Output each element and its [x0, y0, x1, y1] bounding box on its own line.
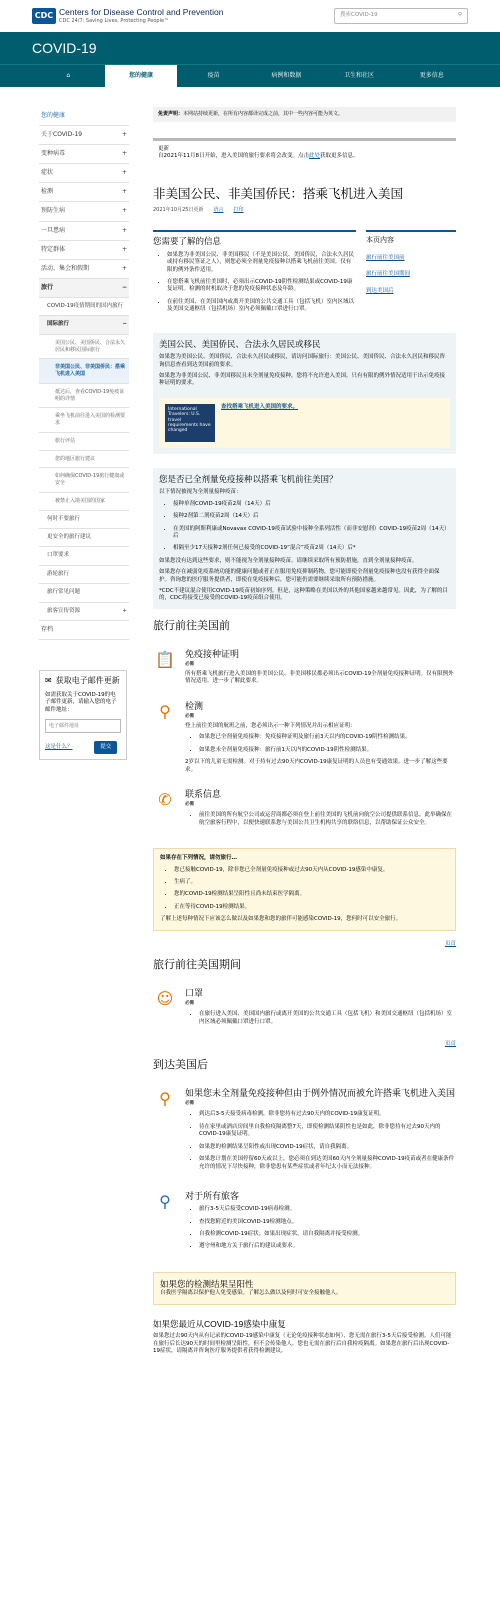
sidebar-item-label: 检测 [41, 188, 54, 196]
plus-icon: + [121, 150, 127, 158]
test-text2: 2岁以下的儿童无需检测。对于持有过去90天内COVID-19康复证明的人员也有受通效果。进一步了解这些要求。 [185, 759, 448, 773]
phone-icon: ✆ [158, 790, 172, 810]
test-text: 登上前往美国的航班之前，您必须出示一种下列情况并出示相应证明： [185, 723, 356, 729]
sidebar-sub2-item-current[interactable] [39, 359, 129, 384]
sidebar-item-label: 乘坐飞机前往进入美国的检测要求 [55, 413, 126, 427]
plus-icon: + [121, 188, 127, 196]
search-input[interactable] [334, 8, 468, 24]
sidebar-item-label: 抵达后，查看COVID-19免疫证明的详情 [55, 388, 125, 402]
required-label: 必需 [185, 1001, 194, 1007]
list-item: • 接种2剂第二剂疫苗2周（14天）后 [173, 513, 450, 520]
know-box [153, 230, 356, 318]
all-title: 对于所有旅客 [185, 1191, 240, 1201]
exception-block [153, 1087, 456, 1176]
vax-p2: 如果您存在减弱免疫系统功能的健康问题或者正在服用免疫抑制药物，您可能即使全剂量免疫接种也没有获得全面保护。咨询您的医疗服务提供者，即使在免疫接种后，您可能仍需要继续采取所有预防措施。 [159, 569, 440, 583]
sidebar-item-label: 旅行常见问题 [47, 589, 81, 596]
sidebar-sub2-item[interactable] [39, 451, 129, 469]
test-tube-icon: ⚲ [159, 1089, 171, 1109]
submit-button[interactable]: 提交 [94, 741, 117, 754]
toc-link[interactable]: 旅行前往美国前 [366, 254, 405, 261]
list-item: • 查找您附近的美国COVID-19检测地点。 [199, 1219, 456, 1226]
citizen-text: 如果您为美国公民、美国侨民、合法永久居民或移民，请访问国际旅行：美国公民、美国侨民、合法永久居民和移民咨询信息查看到达美国前的要求。 [159, 354, 446, 368]
back-to-top-link[interactable]: 页首 [444, 940, 456, 947]
promo-card[interactable] [159, 398, 450, 448]
print-link[interactable]: 打印 [233, 207, 244, 214]
toc-title: 本页内容 [366, 237, 394, 245]
citizen-text2: 如果您为非美国公民、非美国移民且未全剂量免疫接种，您将不允许进入美国。只有有限的例外情况适用于出示免疫接种证明的要求。 [159, 372, 446, 387]
search-placeholder: 搜索COVID-19 [340, 12, 378, 19]
disclaimer-text: 本网站持续更新，在所有内容都译完成之前，其中一些内容可能为英文。 [183, 111, 344, 117]
email-desc: 如需获取关于COVID-19的电子邮件更新，请输入您的电子邮件地址： [45, 691, 117, 713]
sidebar-item-label: 更安全的旅行建议 [47, 533, 92, 540]
list-item: • 自我检测COVID-19症状；如果出现症状，请自我隔离并接受检测。 [199, 1231, 456, 1238]
sidebar-sub-item-intl[interactable] [39, 316, 129, 334]
required-label: 必需 [185, 1101, 194, 1107]
vaccinated-box [153, 468, 456, 609]
list-item: • 接种单剂COVID-19疫苗2周（14天）后 [173, 501, 450, 508]
cdc-logo-mark: CDC [32, 8, 56, 24]
plus-icon: + [122, 607, 127, 614]
list-item: • 如果您为非美国公民、非美国移民（不是美国公民、美国侨民，合法永久居民或持有移民签证之人），则您必须全剂量免疫接种以搭乘飞机前往美国。仅有限的例外条件适用。 [167, 252, 356, 274]
mask-icon: ☺ [156, 989, 174, 1009]
mask-block [153, 987, 456, 1031]
contact-title: 联系信息 [185, 789, 222, 800]
sidebar-item-label: 非美国公民、非美国侨民：搭乘飞机进入美国 [55, 364, 126, 378]
sidebar-item-label: 美国公民、美国侨民、合法永久居民和移民国际旅行 [55, 339, 126, 353]
sidebar-item[interactable] [39, 260, 129, 279]
required-label: 必需 [185, 713, 194, 719]
sidebar-item-label: 活动、集会和假期 [41, 264, 90, 272]
sidebar-item-label: 游轮旅行 [47, 570, 70, 577]
plus-icon: + [121, 207, 127, 215]
sidebar-item-label: 国际旅行 [47, 321, 70, 328]
mask-title: 口罩 [185, 987, 204, 998]
test-block [153, 700, 456, 774]
section-before: 旅行前往美国前 [153, 619, 230, 632]
email-field[interactable] [45, 719, 121, 733]
do-not-travel-box [153, 848, 456, 931]
sidebar-home[interactable] [39, 107, 129, 126]
list-item: • 如果您已全剂量免疫接种：免疫接种证明及旅行前3天以内的COVID-19阴性检测结果。 [199, 734, 456, 741]
promo-image: International Travelers: U.S. travel requirements have changed [165, 404, 215, 442]
minus-icon: − [122, 321, 127, 328]
list-item: • 在您搭乘飞机前往美国时，必须出示COVID-19阴性检测结果或COVID-19康复证明。检测的时机取决于您的免疫接种状态及年龄。 [167, 279, 356, 294]
sidebar-item[interactable] [39, 202, 129, 221]
proof-block [153, 648, 456, 686]
sidebar-item-archive[interactable] [39, 621, 129, 640]
clipboard-check-icon: 📋 [155, 649, 175, 669]
know-title: 您需要了解的信息 [153, 236, 222, 247]
list-item: • 前往美国的所有航空公司或运营商都必须在登上前往美国的飞机前向航空公司提供联系信息。此举确保在航空旅客行程中，以便快速联系您与美国公共卫生机构共享的联络信息，以帮助保证公众安全。 [199, 812, 456, 827]
required-label: 必需 [185, 802, 194, 808]
disclaimer [153, 107, 456, 122]
sidebar-item-label: 何时不要旅行 [47, 515, 81, 522]
sidebar-sub2-item[interactable] [39, 433, 129, 451]
sidebar-item-label: 关于COVID-19 [41, 131, 83, 139]
sidebar-item-label: 预防生病 [41, 207, 66, 215]
search-icon[interactable]: ⚲ [457, 12, 462, 19]
sidebar-item-label: 旅客宣传资源 [47, 607, 81, 614]
sidebar [39, 107, 129, 640]
sidebar-item-label: 变种病毒 [41, 150, 66, 158]
minus-icon: − [121, 283, 127, 291]
page-title: 非美国公民、非美国侨民：搭乘飞机进入美国 [153, 186, 404, 201]
sidebar-sub-item[interactable] [39, 566, 129, 584]
vax-title: 您是否已全剂量免疫接种以搭乘飞机前往美国？ [159, 473, 338, 484]
sidebar-item-label: 被禁止入境美国的国家 [55, 497, 106, 504]
list-item: • 遵守州和地方关于旅行后的建议或要求。 [199, 1243, 456, 1250]
nav-item-health[interactable]: 您的健康 [105, 65, 178, 87]
sidebar-item[interactable] [39, 241, 129, 260]
list-item: • 在美国的阿斯利康或Novavax COVID-19疫苗试验中接种全系列活性（而非安慰剂）COVID-19疫苗2周（14天）后 [173, 526, 450, 541]
toc-link[interactable]: 到达美国后 [366, 287, 394, 294]
update-text [158, 153, 451, 160]
sidebar-sub2-item[interactable] [39, 468, 129, 493]
email-title: 获取电子邮件更新 [55, 676, 120, 685]
list-item: • 如果您计划在美国停留60天或以上，您必须在到达美国60天内全剂量接种COVID-19疫苗或者在健康条件允许的情况下尽快接种，除非您患有某些症状或者年纪太小而无法接种。 [199, 1156, 456, 1171]
plus-icon: + [121, 264, 127, 272]
logo-title: Centers for Disease Control and Prevention [59, 6, 224, 17]
sidebar-home-label: 您的健康 [41, 112, 66, 119]
nav-item-cases[interactable]: 病例和数据 [271, 71, 302, 79]
sidebar-sub2-item[interactable] [39, 408, 129, 433]
list-item: • 如果您未全剂量免疫接种：旅行前1天以内的COVID-19阴性检测结果。 [199, 747, 456, 754]
sidebar-item-label: 存档 [41, 626, 54, 634]
recovered-title: 如果您最近从COVID-19感染中康复 [153, 1318, 286, 1329]
update-link[interactable]: 此处 [309, 153, 321, 160]
sidebar-item-label: 症状 [41, 169, 54, 177]
sidebar-item-travel[interactable] [39, 279, 129, 298]
proof-content [185, 648, 456, 686]
update-notice [153, 138, 456, 166]
sidebar-item-label: 您的地区旅行建议 [55, 455, 96, 462]
language-menu[interactable]: 语言 [213, 207, 224, 214]
toc-link[interactable]: 旅行前往美国期间 [366, 271, 411, 278]
plus-icon: + [121, 131, 127, 139]
mask-content [185, 987, 456, 1031]
sidebar-item-label: 口罩要求 [47, 552, 70, 559]
envelope-icon: ✉ [45, 676, 52, 685]
contact-content [185, 788, 456, 832]
nav-item-community[interactable]: 卫生和社区 [344, 71, 375, 79]
list-item: • 正在等待COVID-19检测结果。 [174, 904, 449, 911]
ybox-tail: 了解上述每种情况下应该怎么做以及如果您和您的旅伴可能感染COVID-19，您何时可以安全旅行。 [160, 916, 402, 923]
logo-tagline: CDC 24/7: Saving Lives, Protecting People™ [59, 18, 170, 25]
list-item: • 在旅行进入美国、美国国内旅行或离开美国的公共交通工具（包括飞机）和美国交通枢纽（包括机场）室内区域必须佩戴口罩进行口罩。 [199, 1011, 456, 1026]
test-content [185, 700, 456, 774]
on-this-page [366, 230, 456, 318]
promo-link[interactable]: 查找搭乘飞机进入美国的要求。 [221, 403, 299, 410]
list-item: • 生病了。 [174, 879, 449, 886]
sidebar-item-label: 旅行评估 [55, 437, 76, 444]
sidebar-item[interactable] [39, 164, 129, 183]
covid-banner: COVID-19 [0, 32, 500, 64]
sidebar-item-label: COVID-19疫情期间的国内旅行 [47, 302, 124, 309]
sidebar-sub-item[interactable] [39, 547, 129, 565]
sidebar-sub-item[interactable] [39, 584, 129, 602]
list-item: • 您已接触COVID-19，除非您已全剂量免疫接种或过去90天内从COVID-19感染中康复。 [174, 867, 449, 874]
sidebar-item[interactable] [39, 126, 129, 145]
proof-title: 免疫接种证明 [185, 648, 240, 659]
required-label: 必需 [185, 661, 194, 667]
list-item: • 旅行3-5天后接受COVID-19病毒检测。 [199, 1206, 456, 1213]
sidebar-sub-item[interactable] [39, 529, 129, 547]
top-nav [0, 64, 500, 87]
sidebar-sub2-item[interactable] [39, 384, 129, 409]
nav-item-vaccine[interactable]: 疫苗 [207, 71, 220, 79]
nav-item-more[interactable]: 更多信息 [419, 71, 444, 79]
update-date: 2021年10月25日更新 [153, 207, 204, 214]
test-title: 检测 [185, 700, 204, 711]
exception-content [185, 1087, 456, 1176]
citizen-box [153, 333, 456, 454]
section-during: 旅行前往美国期间 [153, 959, 241, 972]
all-travelers-content [185, 1190, 456, 1256]
plus-icon: + [121, 245, 127, 253]
list-item: • 如果您的检测结果呈阳性或出现COVID-19症状，请自我隔离。 [199, 1144, 456, 1151]
update-label: 更新 [158, 145, 170, 152]
list-item: • 在前往美国、在美国国内或离开美国的公共交通工具（包括飞机）室内区域以及美国交通枢纽（包括机场）室内必须佩戴口罩进行口罩。 [167, 299, 356, 314]
list-item: • 到达后3-5天接受病毒检测，除非您持有过去90天内的COVID-19康复证明。 [199, 1111, 456, 1118]
sidebar-sub-item[interactable] [39, 511, 129, 529]
site-header [0, 0, 500, 32]
plus-icon: + [121, 226, 127, 234]
exception-title: 如果您未全剂量免疫接种但由于例外情况而被允许搭乘飞机进入美国 [185, 1088, 456, 1099]
back-to-top-link[interactable]: 页首 [444, 1041, 456, 1047]
main-content [153, 107, 456, 1355]
cdc-logo[interactable] [32, 7, 223, 25]
sidebar-item[interactable] [39, 145, 129, 164]
vax-p1: 如果您没有达到这些要求，则不能视为全剂量接种疫苗。请继续采取所有预防措施，直到全剂量接种疫苗。 [159, 557, 418, 564]
vax-intro: 以下情况被视为全剂量接种疫苗： [159, 489, 242, 496]
list-item: • 相隔至少17天接种2剂任何已接受的COVID-19“混合”疫苗2周（14天）后* [173, 545, 450, 552]
email-heading [45, 676, 121, 687]
plus-icon: + [121, 169, 127, 177]
all-travelers-block [153, 1190, 456, 1256]
section-after: 到达美国后 [153, 1059, 208, 1072]
recovered-text: 如果您过去90天内从有记录的COVID-19感染中康复（无论免疫接种状态如何），您无需在旅行3-5天后接受检测。人们可能在旅行后长达90天的时间里检测呈阳性，但不会传染他人。您也无需在旅行后自我检疫隔离。如果您在旅行后出现COVID-19症状，请隔离并咨询医疗服务提供者获得检测建议。 [153, 1333, 452, 1355]
ybox-title: 如果存在下列情况，请勿旅行… [160, 855, 238, 862]
disclaimer-label: 免责声明： [158, 111, 184, 117]
contact-block [153, 788, 456, 832]
what-is-this-link[interactable]: 这是什么？ [45, 744, 73, 751]
sidebar-item-label: 旅行 [41, 283, 54, 291]
list-item: • 您的COVID-19检测结果呈阳性且尚未结束医学隔离。 [174, 891, 449, 898]
positive-title: 如果您的检测结果呈阳性 [160, 1278, 254, 1289]
proof-text: 所有搭乘飞机旅行进入美国的非美国公民、非美国移民都必须出示COVID-19全剂量免疫接种证明。仅有限例外情况适用。进一步了解此要求。 [185, 670, 454, 685]
nav-home-icon[interactable]: ⌂ [66, 71, 71, 79]
email-signup [39, 670, 127, 760]
sidebar-item[interactable] [39, 222, 129, 241]
list-item: • 待在家里或酒店房间里自我检疫隔离整7天，即使检测结果阴性也是如此，除非您持有过去90天内的COVID-19康复证明。 [199, 1124, 456, 1139]
sidebar-sub-item[interactable] [39, 603, 129, 621]
sidebar-item-label: 一旦患病 [41, 226, 66, 234]
sidebar-item-label: 特定群体 [41, 245, 66, 253]
sidebar-item-label: 如何确保COVID-19旅行健康或安全 [55, 473, 125, 487]
test-tube-icon: ⚲ [159, 1192, 171, 1212]
sidebar-item[interactable] [39, 183, 129, 202]
positive-box [153, 1272, 456, 1305]
page-meta [153, 207, 456, 214]
update-tail: 获取更多信息。 [320, 153, 359, 160]
positive-text: 自我医学隔离以保护他人免受感染。了解怎么做以及何时可安全接触他人。 [160, 1290, 342, 1297]
citizen-title: 美国公民、美国侨民、合法永久居民或移民 [159, 338, 321, 349]
sidebar-sub-item[interactable] [39, 298, 129, 316]
key-points [153, 230, 456, 318]
update-text-body: 自2021年11月8日开始，进入美国的旅行要求将会改变。点击 [158, 153, 309, 160]
sidebar-sub2-item[interactable] [39, 493, 129, 511]
vax-p3: *CDC不建议混合使用COVID-19疫苗初始序列。但是，这种策略在美国以外的其他国家越来越常见。因此，为了解的目的，CDC将接受已接受的COVID-19疫苗组合使用。 [159, 588, 448, 602]
test-tube-icon: ⚲ [159, 702, 171, 721]
sidebar-sub2-item[interactable] [39, 335, 129, 360]
